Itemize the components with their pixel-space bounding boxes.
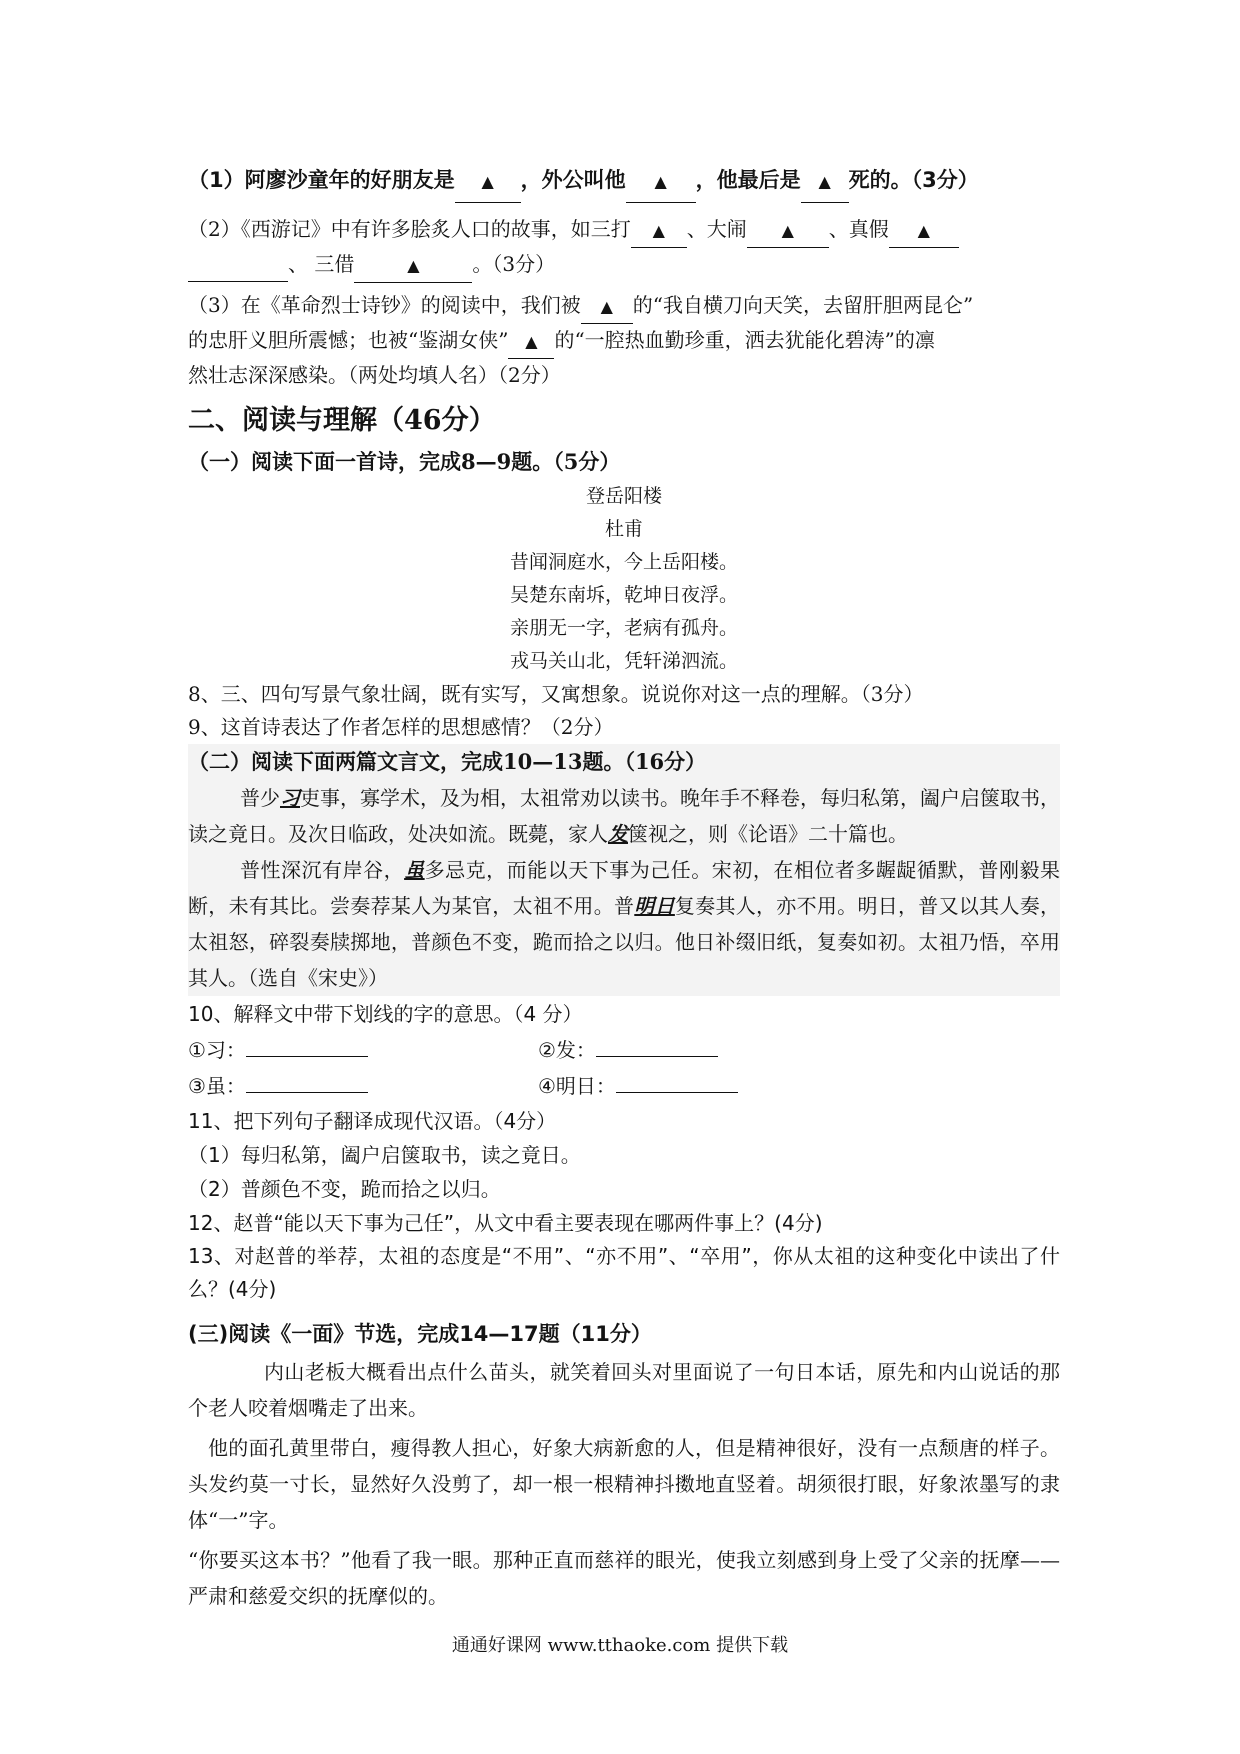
q10-item xyxy=(188,1032,538,1068)
q7-part2 xyxy=(188,213,1060,248)
q7-2-text: 、真假 xyxy=(828,217,889,241)
poem-line: 亲朋无一字，老病有孤舟。 xyxy=(509,617,738,639)
q7-3-text: 的忠肝义胆所震憾；也被“鉴湖女侠” xyxy=(188,328,509,352)
part1-title: （一）阅读下面一首诗，完成8—9题。（5分） xyxy=(188,449,621,474)
q7-2-text: 、大闹 xyxy=(686,217,747,241)
question-11: 11、把下列句子翻译成现代汉语。（4分） xyxy=(188,1109,557,1133)
underlined-word: 习 xyxy=(280,786,300,810)
poem-author: 杜甫 xyxy=(604,518,643,540)
footer-credit: 通通好课网 www.tthaoke.com 提供下载 xyxy=(451,1635,789,1656)
answer-blank[interactable] xyxy=(626,160,696,203)
q7-1-text: ，外公叫他 xyxy=(520,168,626,192)
section-title: 二、阅读与理解（46分） xyxy=(188,405,496,436)
excerpt-para: 内山老板大概看出点什么苗头，就笑着回头对里面说了一句日本话，原先和内山说话的那个老人咬着烟嘴走了出来。 xyxy=(188,1360,1060,1420)
q7-3-text: 的“一腔热血勤珍重，洒去犹能化碧涛”的凛 xyxy=(554,328,935,352)
question-10-items xyxy=(188,1032,1060,1068)
q7-2-text: （2）《西游记》中有许多脍炙人口的故事，如三打 xyxy=(188,217,631,241)
triangle-marker-icon: ▲ xyxy=(652,221,665,240)
text-run: 复奏其人，亦不用。明日，普又以其人奏，太祖怒，碎裂奏牍掷地，普颜色不变，跪而拾之以归。他日补缀旧纸，复奏如初。太祖乃悟，卒用其人。（选自《宋史》） xyxy=(188,894,1061,990)
answer-blank[interactable] xyxy=(631,213,687,248)
q10-label: ④明日： xyxy=(538,1074,616,1098)
triangle-marker-icon: ▲ xyxy=(600,297,613,316)
q7-part3 xyxy=(188,289,1060,324)
q10-label: ②发： xyxy=(538,1038,596,1062)
q7-2-text: 、 三借 xyxy=(288,252,355,276)
question-10: 10、解释文中带下划线的字的意思。（4 分） xyxy=(188,1002,583,1026)
q10-item xyxy=(188,1068,538,1104)
triangle-marker-icon: ▲ xyxy=(407,256,420,275)
answer-blank[interactable] xyxy=(188,248,288,282)
question-12: 12、赵普“能以天下事为己任”，从文中看主要表现在哪两件事上？(4分) xyxy=(188,1211,823,1235)
triangle-marker-icon: ▲ xyxy=(781,221,794,240)
q10-item xyxy=(538,1068,888,1104)
part3-title: (三)阅读《一面》节选，完成14—17题（11分） xyxy=(188,1322,652,1346)
text-run: 普少 xyxy=(240,786,280,810)
text-run: 多忌克，而能以天下事为己任。宋初，在相位者多龌龊循默，普刚毅果断，未有其比。尝奏荐某人为某官，太祖不用。普 xyxy=(188,858,1061,918)
q7-3-text: 的“我自横刀向天笑，去留肝胆两昆仑” xyxy=(632,293,974,317)
triangle-marker-icon: ▲ xyxy=(654,172,667,191)
q10-label: ①习： xyxy=(188,1038,246,1062)
underlined-word: 虽 xyxy=(404,858,425,882)
question-13: 13、对赵普的举荐，太祖的态度是“不用”、“亦不用”、“卒用”，你从太祖的这种变化中读出了什么？(4分) xyxy=(188,1244,1060,1301)
q7-part3-cont xyxy=(188,324,1060,359)
answer-blank[interactable] xyxy=(801,160,849,203)
answer-blank[interactable] xyxy=(354,248,472,283)
triangle-marker-icon: ▲ xyxy=(481,172,494,191)
q7-1-text: ，他最后是 xyxy=(695,168,801,192)
text-run: 箧视之，则《论语》二十篇也。 xyxy=(628,822,908,846)
triangle-marker-icon: ▲ xyxy=(818,172,831,191)
exam-page xyxy=(188,160,1060,1614)
q10-label: ③虽： xyxy=(188,1074,246,1098)
answer-blank[interactable] xyxy=(246,1074,368,1093)
q7-1-text: 死的。（3分） xyxy=(848,168,979,192)
answer-blank[interactable] xyxy=(246,1038,368,1057)
answer-blank[interactable] xyxy=(596,1038,718,1057)
q7-part1 xyxy=(188,160,1060,203)
q7-1-text: （1）阿廖沙童年的好朋友是 xyxy=(188,168,455,192)
question-11-item: （1）每归私第，阖户启箧取书，读之竟日。 xyxy=(188,1143,581,1167)
part2-title: （二）阅读下面两篇文言文，完成10—13题。（16分） xyxy=(188,744,1060,780)
text-run: 普性深沉有岸谷， xyxy=(240,858,405,882)
poem-line: 昔闻洞庭水，今上岳阳楼。 xyxy=(509,551,738,573)
q7-3-text: （3）在《革命烈士诗钞》的阅读中，我们被 xyxy=(188,293,581,317)
answer-blank[interactable] xyxy=(616,1074,738,1093)
poem-line: 戎马关山北，凭轩涕泗流。 xyxy=(509,650,738,672)
question-11-item: （2）普颜色不变，跪而拾之以归。 xyxy=(188,1177,501,1201)
question-8: 8、三、四句写景气象壮阔，既有实写，又寓想象。说说你对这一点的理解。（3分） xyxy=(188,682,924,706)
poem-line: 吴楚东南坼，乾坤日夜浮。 xyxy=(509,584,738,606)
classical-text-para1 xyxy=(188,780,1060,852)
q7-2-text: 。（3分） xyxy=(472,252,556,276)
q10-item xyxy=(538,1032,888,1068)
question-9: 9、这首诗表达了作者怎样的思想感情？（2分） xyxy=(188,715,614,739)
q7-part3-cont2: 然壮志深深感染。（两处均填人名）（2分） xyxy=(188,363,561,387)
answer-blank[interactable] xyxy=(581,289,633,324)
q7-part2-cont xyxy=(188,248,1060,283)
answer-blank[interactable] xyxy=(747,213,829,248)
text-run: 吏事，寡学术，及为相，太祖常劝以读书。晚年手不释卷，每归私第，阖户启箧取书，读之竟日。及次日临政，处决如流。既薨，家人 xyxy=(188,786,1060,846)
answer-blank[interactable] xyxy=(889,213,959,248)
answer-blank[interactable] xyxy=(508,324,554,359)
underlined-word: 明日 xyxy=(634,894,675,918)
poem-title: 登岳阳楼 xyxy=(585,485,662,507)
triangle-marker-icon: ▲ xyxy=(917,221,930,240)
triangle-marker-icon: ▲ xyxy=(525,332,538,351)
classical-text-para2 xyxy=(188,852,1060,996)
underlined-word: 发 xyxy=(608,822,628,846)
excerpt-para: “你要买这本书？”他看了我一眼。那种正直而慈祥的眼光，使我立刻感到身上受了父亲的抚摩——严肃和慈爱交织的抚摩似的。 xyxy=(188,1548,1060,1608)
question-10-items xyxy=(188,1068,1060,1104)
excerpt-para: 他的面孔黄里带白，瘦得教人担心，好象大病新愈的人，但是精神很好，没有一点颓唐的样子。头发约莫一寸长，显然好久没剪了，却一根一根精神抖擞地直竖着。胡须很打眼，好象浓墨写的隶体“一”字。 xyxy=(188,1436,1060,1532)
answer-blank[interactable] xyxy=(455,160,521,203)
